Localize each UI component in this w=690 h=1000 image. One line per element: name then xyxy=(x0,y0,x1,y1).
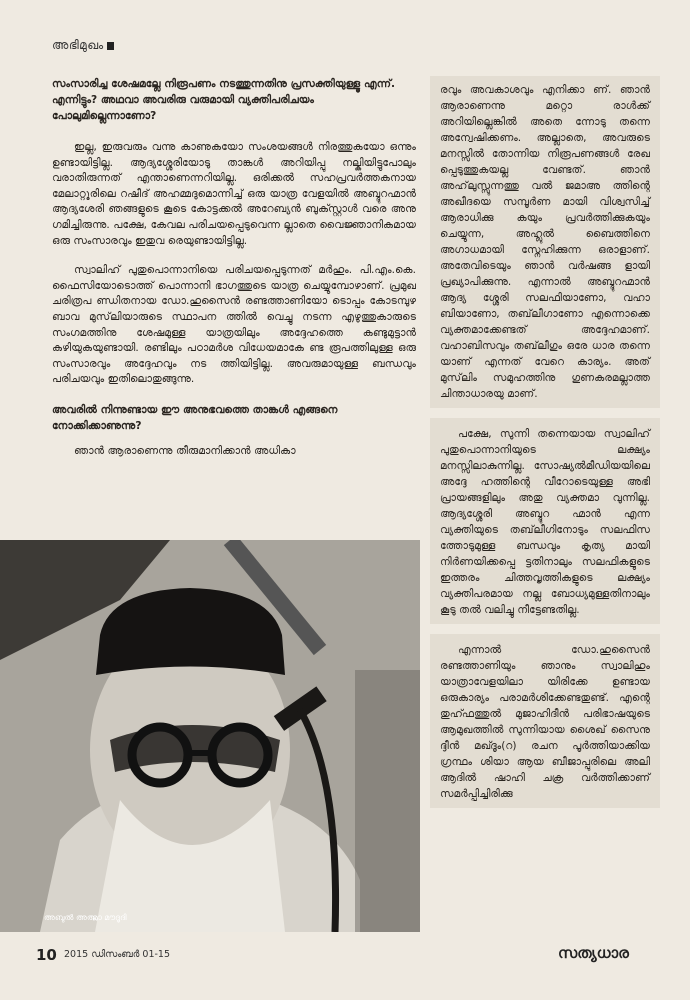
question-1: സംസാരിച്ച ശേഷമല്ലേ നിരൂപണം നടത്തുന്നതിനു പ്രസക്തിയുള്ളൂ എന്ന്. എന്നിട്ടും? അഥവാ അവരിരു വരുമായി വ്യക്തിപരിചയം പോലുമില്ലെന്നാണോ? xyxy=(52,78,396,122)
answer-paragraph-3: ഞാൻ ആരാണെന്നു തീരുമാനിക്കാൻ അധികാ xyxy=(74,444,296,457)
portrait-photo xyxy=(0,540,420,932)
question-2: അവരിൽ നിന്നുണ്ടായ ഈ അനുഭവത്തെ താങ്കൾ എങ്ങനെ നോക്കിക്കാണുന്നു? xyxy=(52,403,338,432)
section-title: അഭിമുഖം xyxy=(52,38,104,52)
answer-paragraph-1: ഇല്ല, ഇരുവരും വന്നു കാണുകയോ സംശയങ്ങൾ നിരത്തുകയോ ഒന്നും ഉണ്ടായിട്ടില്ല. ആദ്യശ്ശേരിയോടു താങ്കൾ അറിയിപ്പു നല്കിയിട്ടുപോലും വരാതിരുന്നത് എന്താണെന്നറിയില്ല. ഒരിക്കൽ സഹപ്രവർത്തകനായ മേലാറ്റൂരിലെ റഷീദ് അഹമ്മദുമൊന്നിച്ച് ഒരു യാത്ര വേളയിൽ അബ്ദുറഹ്മാൻ ആദ്യശേരി ഞങ്ങളുടെ കൂടെ കോട്ടക്കൽ അറേബ്യൻ ബുക്സ്റ്റാൾ വരെ അനു ഗമിച്ചിരുന്നു. പക്ഷേ, കേവല പരിചയപ്പെടുവെന്ന ല്ലാതെ വൈജ്ഞാനികമായ ഒരു സംസാരവും ഇതുവ രെയുണ്ടായിട്ടില്ല. xyxy=(52,141,416,247)
photo-caption: അബുൽ അഅ്ലാ മൗദൂദി xyxy=(44,913,127,922)
issue-date: 2015 ഡിസംബർ 01-15 xyxy=(64,949,171,960)
section-marker xyxy=(107,42,114,50)
text-block-1 xyxy=(430,76,660,408)
answer-paragraph-2: സ്വാലിഹ് പുതുപൊന്നാനിയെ പരിചയപ്പെടുന്നത് മർഹും. പി.എം.കെ. ഫൈസിയോടൊത്ത് പൊന്നാനി ഭാഗത്തുടെ യാത്ര ചെയ്യുമ്പോഴാണ്. പ്രമുഖ ചരിത്രപ ണ്ഡിതനായ ഡോ.ഹുസൈൻ രണ്ടത്താണിയോ ടൊപ്പം കോടമ്പുഴ ബാവ മുസ്‌ലിയാരുടെ സ്ഥാപന ത്തിൽ വെച്ചു നടന്ന എഴുത്തുകാരുടെ സംഗമത്തിനു ശേഷമുള്ള യാത്രയിലും അദ്ദേഹത്തെ കണ്ടുമുട്ടാൻ കഴിയുകയുണ്ടായി. രണ്ടിലും പഠാമർശ വിധേയമാകേ ണ്ട രൂപത്തിലുള്ള ഒരു സംസാരവും അദ്ദേഹവും നട ത്തിയിട്ടില്ല. അവരുമായുള്ള ബന്ധവും പരിചയവും ഇതിലൊതുങ്ങുന്നു. xyxy=(52,264,416,386)
text-block-3-content: എന്നാൽ ഡോ.ഹുസൈൻ രണ്ടത്താണിയും ഞാനും സ്വാലിഹും യാത്രാവേളയിലാ യിരിക്കേ ഉണ്ടായ ഒരുകാര്യം പരാമർശിക്കേണ്ടതുണ്ട്. എന്റെ തുഹ്ഫത്തുൽ മുജാഹിദീൻ പരിഭാഷയുടെ ആമുഖത്തിൽ സുന്നിയായ ശൈഖ് സൈനു ദ്ദീൻ മഖ്ദൂം(റ) രചന പൂർത്തിയാക്കിയ ഗ്രന്ഥം ശിയാ ആയ ബീജാപ്പുരിലെ അലി ആദിൽ ഷാഹി ചക്ര വർത്തിക്കാണ് സമർപ്പിച്ചിരിക്കു xyxy=(440,644,650,800)
text-block-3 xyxy=(430,634,660,808)
text-block-2 xyxy=(430,418,660,624)
page-number: 10 xyxy=(36,946,57,964)
text-block-1-content: രവും അവകാശവും എനിക്കാ ണ്. ഞാൻ ആരാണെന്നു മറ്റൊ രാൾക്ക് അറിയില്ലെങ്കിൽ അതെ ന്നോടു തന്നെ അന്വേഷിക്കണം. അല്ലാതെ, അവരുടെ മനസ്സിൽ തോന്നിയ നിരൂപണങ്ങൾ രേഖ പ്പെടുത്തുകയല്ല വേണ്ടത്. ഞാൻ അഹ്‌ലുസ്സുന്നത്തു വൽ ജമാഅ ത്തിന്റെ അഖീദയെ സമ്പൂർണ മായി വിശ്വസിച്ച് ആരാധിക്കു കയും പ്രവർത്തിക്കുകയും ചെയ്യുന്ന, അഹ്ലുൽ ബൈത്തിനെ അഗാധമായി സ്നേഹിക്കുന്ന ഒരാളാണ്. അതേവിടെയും ഞാൻ വർഷങ്ങ ളായി പ്രഖ്യാപിക്കുന്നു. എന്നാൽ അബ്ദുറഹ്മാൻ ആദ്യ ശ്ശേരി സലഫിയാണോ, വഹാ ബിയാണോ, തബ്‌ലീഗാണോ എന്നൊക്കെ വ്യക്തമാക്കേണ്ടത് അദ്ദേഹമാണ്. വഹാബിസവും തബ്‌ലീഗും ഒരേ ധാര തന്നെ യാണ് എന്നത് വേറെ കാര്യം. അത് മുസ്‌ലിം സമുഹത്തിനു ഗുണകരമല്ലാത്ത ചിന്താധാരയു മാണ്. xyxy=(440,84,650,400)
portrait-illustration xyxy=(0,540,420,932)
right-column xyxy=(440,76,660,818)
magazine-logo: സത്യധാര xyxy=(558,944,629,962)
text-block-2-content: പക്ഷേ, സുന്നി തന്നെയായ സ്വാലിഹ് പുതുപൊന്നാനിയുടെ ലക്ഷ്യം മനസ്സിലാകുന്നില്ല. സോഷ്യൽമീഡിയയിലെ അദ്ദേ ഹത്തിന്റെ വീറോടെയുള്ള അഭി പ്രായങ്ങളിലും അതു വ്യക്തമാ വുന്നില്ല. ആദ്യശ്ശേരി അബ്ദുറ ഹ്മാൻ എന്ന വ്യക്തിയുടെ തബ്‌ലീഗിനോടും സലഫിസ ത്തോടുമുള്ള ബന്ധവും കൃത്യ മായി നിർണയിക്കപ്പെ ട്ടതിനാലും സലഫികളുടെ ഇത്തരം ചിത്തവൃത്തികളുടെ ലക്ഷ്യം വ്യക്തിപരമായ നല്ല ബോധ്യമുള്ളതിനാലും കൂടു തൽ വലിച്ചു നീട്ടേണ്ടതില്ല. xyxy=(440,428,650,616)
section-label xyxy=(52,38,114,53)
left-column xyxy=(52,76,416,460)
